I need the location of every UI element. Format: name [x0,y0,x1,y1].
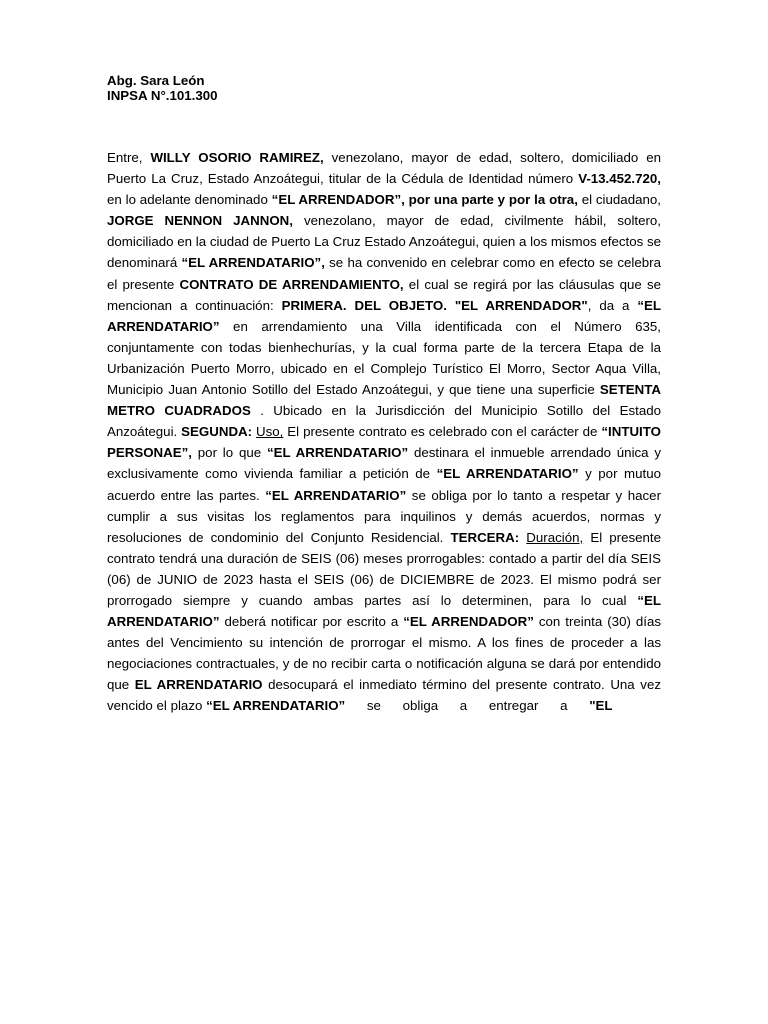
body-text-segment: venezolano, mayor de edad, soltero, domiciliado en Puerto La Cruz, Estado Anzoátegui, titular de la Cédula de Identidad número [107,150,661,187]
body-text-segment: el ciudadano, [577,192,661,208]
tenant-reference: “EL ARRENDATARIO” [107,592,661,630]
body-text-segment: Entre, [107,150,151,165]
clause-third-heading: TERCERA: [450,529,520,545]
body-text-segment: en arrendamiento una Villa identificada con el Número 635, conjuntamente con todas bienhechurías, y la cual forma parte de la tercera Etapa de la Urbanización Puerto Morro, ubicado en el Complejo Turístico El Morro, Sector Aqua Villa, Municipio Juan Antonio Sotillo del Estado Anzoátegui, y que tiene una superficie [107,318,661,398]
tenant-reference: “EL ARRENDATARIO” [266,445,409,461]
body-text-segment: deberá notificar por escrito a [219,614,404,630]
contract-type: CONTRATO DE ARRENDAMIENTO, [179,276,404,292]
landlord-designation: “EL ARRENDADOR”, por una parte y por la otra, [271,192,578,208]
body-text-segment: se obliga por lo tanto a respetar y hacer cumplir a sus visitas los reglamentos para inquilinos y demás acuerdos, normas y resoluciones de condominio del Conjunto Residencial. [107,487,661,545]
tenant-reference: EL ARRENDATARIO [134,677,263,693]
body-text-segment: El presente contrato es celebrado con el carácter de [283,424,602,440]
author-registration: INPSA N°.101.300 [107,88,218,103]
author-name: Abg. Sara León [107,73,205,88]
body-text-segment: , da a [587,297,638,313]
clause-third-title: Duración, [526,529,584,545]
body-text-segment: venezolano, mayor de edad, civilmente hábil, soltero, domiciliado en la ciudad de Puerto La Cruz Estado Anzoátegui, quien a los mismos efectos se denominará [107,213,661,271]
landlord-id-number: V-13.452.720, [578,171,661,187]
landlord-reference: “EL ARRENDADOR” [403,614,534,630]
body-text-segment: por lo que [191,445,267,461]
clause-first-heading: PRIMERA. DEL OBJETO. "EL ARRENDADOR" [281,297,588,313]
tenant-reference: “EL ARRENDATARIO” [206,698,346,714]
body-text-segment: en lo adelante denominado [107,192,272,208]
body-text-segment: el cual se regirá por las cláusulas que se mencionan a continuación: [107,276,661,313]
intuito-personae: “INTUITO PERSONAE”, [107,424,661,461]
tenant-name: JORGE NENNON JANNON, [107,213,293,229]
tenant-reference: “EL ARRENDATARIO” [107,297,662,334]
body-text-segment: se obliga a entregar a [345,698,590,714]
clause-second-title: Uso, [256,424,284,440]
landlord-name: WILLY OSORIO RAMIREZ, [150,150,324,165]
body-text-segment: desocupará el inmediato término del presente contrato. Una vez vencido el plazo [107,677,661,714]
letterhead [107,73,218,103]
tenant-reference: “EL ARRENDATARIO” [265,487,407,503]
clause-second-heading: SEGUNDA: [181,424,253,440]
landlord-reference-truncated: "EL [589,698,613,714]
contract-body [107,147,661,717]
body-text-segment: El presente contrato tendrá una duración de SEIS (06) meses prorrogables: contado a partir del día SEIS (06) de JUNIO de 2023 hasta el SEIS (06) de DICIEMBRE de 2023. El mismo podrá ser prorrogado siempre y cuando ambas partes así lo determinen, para lo cual [107,529,661,608]
tenant-reference: “EL ARRENDATARIO” [436,466,579,482]
tenant-designation: “EL ARRENDATARIO”, [181,255,325,271]
body-text-segment: y por mutuo acuerdo entre las partes. [107,466,661,503]
body-text-segment: . Ubicado en la Jurisdicción del Municipio Sotillo del Estado Anzoátegui. [107,403,661,440]
property-area: SETENTA METRO CUADRADOS [107,382,661,419]
body-text-segment: destinara el inmueble arrendado única y exclusivamente como vivienda familiar a petición de [107,445,662,482]
body-text-segment: con treinta (30) días antes del Vencimiento su intención de prorrogar el mismo. A los fines de proceder a las negociaciones contractuales, y de no recibir carta o notificación alguna se dará por entendido que [107,614,662,693]
body-text-segment: se ha convenido en celebrar como en efecto se celebra el presente [107,255,661,292]
